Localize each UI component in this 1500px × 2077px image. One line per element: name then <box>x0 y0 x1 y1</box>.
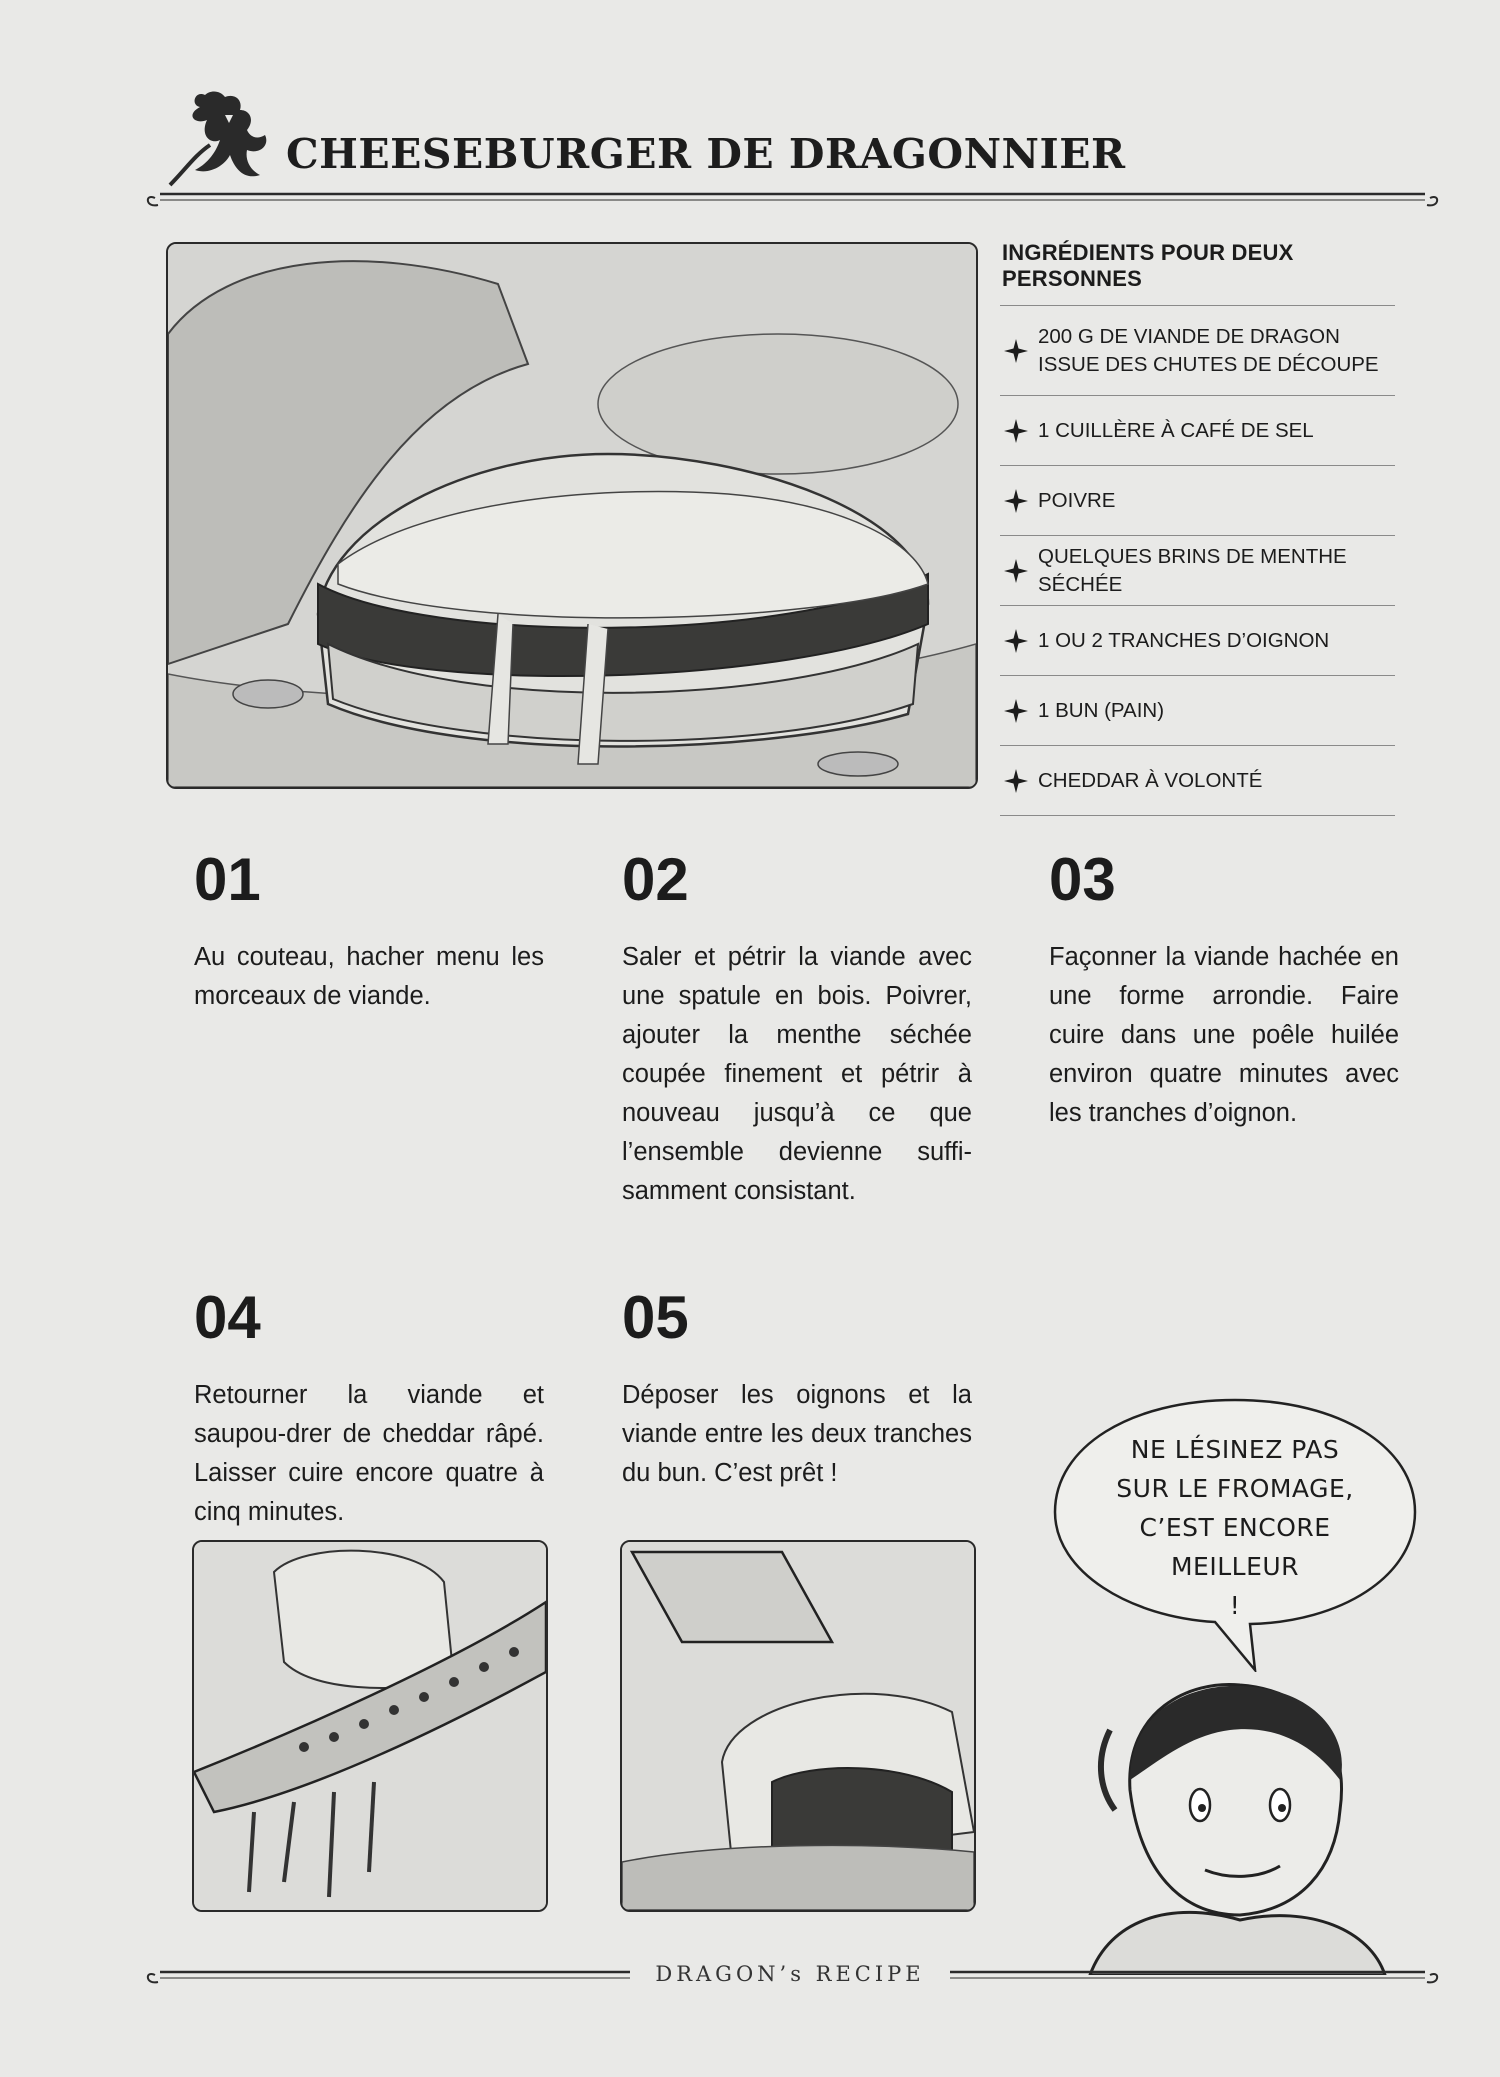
ingredient-label: 1 CUILLÈRE À CAFÉ DE SEL <box>1038 418 1314 442</box>
ingredient-label: 200 G DE VIANDE DE DRAGON <box>1038 324 1340 348</box>
four-point-star-icon <box>1000 699 1038 723</box>
step-04 <box>194 1284 544 1532</box>
ingredient-label: POIVRE <box>1038 488 1116 512</box>
ingredients-list <box>1000 235 1395 816</box>
ingredient-label: QUELQUES BRINS DE MENTHE SÉCHÉE <box>1038 544 1347 596</box>
chef-character-illustration <box>1070 1670 1390 1975</box>
speech-line: SUR LE FROMAGE, <box>1116 1474 1354 1503</box>
speech-line: MEILLEUR <box>1170 1552 1300 1581</box>
step-02 <box>622 846 972 1211</box>
speech-text <box>1085 1430 1385 1625</box>
ingredient-item <box>1000 306 1395 396</box>
step-number: 02 <box>622 846 689 913</box>
step-number: 01 <box>194 846 261 913</box>
assembling-burger-panel <box>620 1540 976 1912</box>
step-03 <box>1049 846 1399 1133</box>
four-point-star-icon <box>1000 769 1038 793</box>
step-05 <box>622 1284 972 1493</box>
recipe-title: CHEESEBURGER DE DRAGONNIER <box>286 130 1126 178</box>
four-point-star-icon <box>1000 419 1038 443</box>
footer-title: DRAGON’s RECIPE <box>630 1962 950 1986</box>
ingredient-item <box>1000 536 1395 606</box>
step-text: Retourner la viande et saupou-drer de cheddar râpé. Laisser cuire encore quatre à cinq minutes. <box>194 1381 544 1526</box>
step-text: Saler et pétrir la viande avec une spatule en bois. Poivrer, ajouter la menthe séchée coupée finement et pétrir à nouveau jusqu’à ce que l’ensemble devienne suffi-samment consistant. <box>622 943 972 1205</box>
cheeseburger-illustration <box>166 242 978 789</box>
step-text: Façonner la viande hachée en une forme arrondie. Faire cuire dans une poêle huilée environ quatre minutes avec les tranches d’oignon. <box>1049 943 1399 1127</box>
four-point-star-icon <box>1000 339 1038 363</box>
step-number: 05 <box>622 1284 689 1351</box>
step-01 <box>194 846 544 1016</box>
ingredient-label: 1 BUN (PAIN) <box>1038 698 1165 722</box>
header-divider <box>140 183 1445 213</box>
ingredient-item <box>1000 606 1395 676</box>
step-number: 04 <box>194 1284 261 1351</box>
speech-line: NE LÉSINEZ PAS <box>1130 1435 1340 1464</box>
speech-line: C’EST ENCORE <box>1139 1513 1331 1542</box>
ingredient-label: CHEDDAR À VOLONTÉ <box>1038 768 1263 792</box>
ingredient-label-continued: ISSUE DES CHUTES DE DÉCOUPE <box>1038 352 1379 376</box>
ingredient-label: 1 OU 2 TRANCHES D’OIGNON <box>1038 628 1330 652</box>
grating-cheese-panel <box>192 1540 548 1912</box>
speech-line: ! <box>1229 1591 1241 1620</box>
ingredients-heading: INGRÉDIENTS POUR DEUX PERSONNES <box>1000 235 1395 306</box>
ingredient-item <box>1000 396 1395 466</box>
four-point-star-icon <box>1000 629 1038 653</box>
ingredient-item <box>1000 746 1395 816</box>
dragon-emblem-icon <box>165 85 285 190</box>
step-text: Au couteau, hacher menu les morceaux de viande. <box>194 943 544 1010</box>
four-point-star-icon <box>1000 559 1038 583</box>
ingredient-item <box>1000 466 1395 536</box>
step-number: 03 <box>1049 846 1116 913</box>
four-point-star-icon <box>1000 489 1038 513</box>
step-text: Déposer les oignons et la viande entre les deux tranches du bun. C’est prêt ! <box>622 1381 972 1487</box>
ingredient-item <box>1000 676 1395 746</box>
